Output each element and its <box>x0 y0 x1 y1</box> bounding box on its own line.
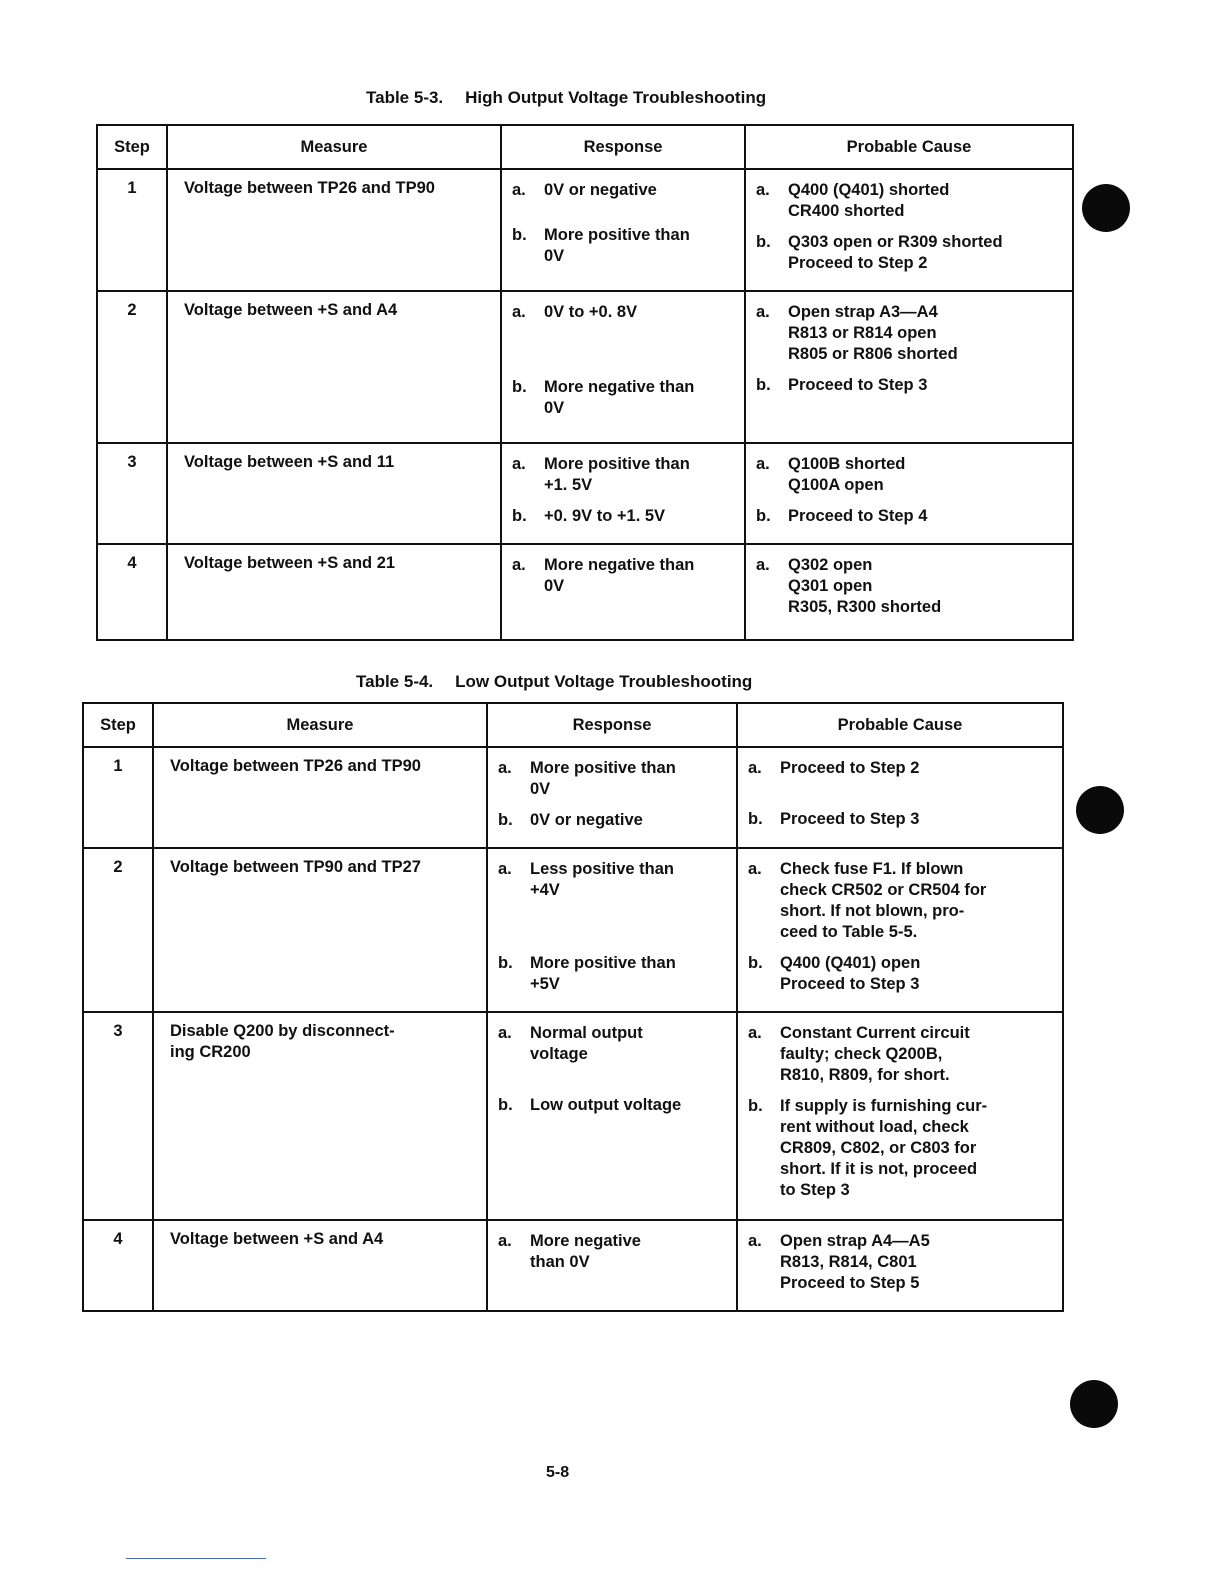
response-letter: a. <box>498 1024 512 1042</box>
cause-text: Q400 (Q401) open Proceed to Step 3 <box>780 954 921 993</box>
response-header: Response <box>501 125 745 169</box>
cause-text: Open strap A3—A4 R813 or R814 open R805 or R806 shorted <box>788 303 958 363</box>
response-letter: a. <box>512 303 526 321</box>
cause-cell <box>737 1220 1063 1311</box>
response-letter: a. <box>498 1232 512 1250</box>
table-label: Table 5-4. <box>356 672 434 691</box>
cause-text: Q400 (Q401) shorted CR400 shorted <box>788 181 950 220</box>
response-cell <box>487 1012 737 1220</box>
response-letter: b. <box>512 378 527 396</box>
table-header-row <box>97 125 1073 169</box>
low-output-voltage-table <box>82 702 1064 1312</box>
cause-letter: a. <box>756 303 770 321</box>
response-letter: b. <box>512 507 527 525</box>
response-letter: b. <box>498 811 513 829</box>
table-label: Table 5-3. <box>366 88 444 107</box>
response-letter: a. <box>498 759 512 777</box>
response-cell <box>487 1220 737 1311</box>
cause-text: Open strap A4—A5 R813, R814, C801 Proceed to Step 5 <box>780 1232 930 1292</box>
cause-letter: a. <box>756 181 770 199</box>
step-number: 4 <box>97 544 167 640</box>
table-row <box>97 443 1073 544</box>
table-row <box>83 1220 1063 1311</box>
cause-text: Q303 open or R309 shorted Proceed to Step 2 <box>788 233 1003 272</box>
response-text: More negative than 0V <box>544 378 695 417</box>
cause-letter: b. <box>748 810 763 828</box>
response-text: 0V or negative <box>544 181 657 199</box>
table-title: High Output Voltage Troubleshooting <box>465 88 767 107</box>
table-5-4-caption <box>356 672 752 692</box>
measure-cell: Voltage between +S and A4 <box>167 291 501 443</box>
cause-text: Q302 open Q301 open R305, R300 shorted <box>788 556 942 616</box>
measure-cell: Voltage between TP26 and TP90 <box>153 747 487 848</box>
step-number: 1 <box>83 747 153 848</box>
cause-cell <box>745 291 1073 443</box>
response-cell <box>501 443 745 544</box>
response-text: 0V to +0. 8V <box>544 303 638 321</box>
cause-cell <box>737 1012 1063 1220</box>
response-cell <box>501 169 745 291</box>
measure-text: Disable Q200 by disconnect- ing CR200 <box>170 1022 395 1061</box>
cause-letter: a. <box>756 556 770 574</box>
measure-header: Measure <box>153 703 487 747</box>
cause-text: Proceed to Step 4 <box>788 507 928 525</box>
measure-cell: Voltage between TP26 and TP90 <box>167 169 501 291</box>
cause-letter: b. <box>756 233 771 251</box>
cause-letter: b. <box>756 376 771 394</box>
step-number: 3 <box>97 443 167 544</box>
table-5-3-caption <box>366 88 766 108</box>
response-cell <box>501 544 745 640</box>
table-header-row <box>83 703 1063 747</box>
cause-text: Proceed to Step 3 <box>788 376 928 394</box>
response-letter: b. <box>498 954 513 972</box>
measure-cell: Voltage between +S and A4 <box>153 1220 487 1311</box>
response-text: More negative than 0V <box>530 1232 641 1271</box>
response-text: Low output voltage <box>530 1096 682 1114</box>
response-text: 0V or negative <box>530 811 643 829</box>
response-text: More negative than 0V <box>544 556 695 595</box>
punch-hole-mark <box>1070 1380 1118 1428</box>
footer-divider <box>126 1558 266 1559</box>
step-number: 2 <box>97 291 167 443</box>
high-output-voltage-table <box>96 124 1074 641</box>
punch-hole-mark <box>1082 184 1130 232</box>
response-cell <box>501 291 745 443</box>
response-letter: a. <box>498 860 512 878</box>
step-number: 4 <box>83 1220 153 1311</box>
measure-cell: Voltage between TP90 and TP27 <box>153 848 487 1012</box>
response-letter: b. <box>512 226 527 244</box>
step-header: Step <box>97 125 167 169</box>
cause-letter: b. <box>748 1097 763 1115</box>
probable-cause-header: Probable Cause <box>737 703 1063 747</box>
measure-cell <box>153 1012 487 1220</box>
table-title: Low Output Voltage Troubleshooting <box>455 672 753 691</box>
response-text: More positive than 0V <box>530 759 676 798</box>
cause-cell <box>745 169 1073 291</box>
cause-letter: a. <box>748 759 762 777</box>
table-row <box>97 291 1073 443</box>
response-letter: a. <box>512 455 526 473</box>
table-row <box>83 747 1063 848</box>
step-number: 1 <box>97 169 167 291</box>
response-cell <box>487 747 737 848</box>
cause-letter: b. <box>748 954 763 972</box>
response-text: Normal output voltage <box>530 1024 643 1063</box>
response-text: More positive than 0V <box>544 226 690 265</box>
response-text: More positive than +1. 5V <box>544 455 690 494</box>
table-row <box>83 1012 1063 1220</box>
response-letter: a. <box>512 181 526 199</box>
measure-header: Measure <box>167 125 501 169</box>
cause-cell <box>737 747 1063 848</box>
cause-text: Proceed to Step 2 <box>780 759 920 777</box>
cause-letter: a. <box>748 1024 762 1042</box>
punch-hole-mark <box>1076 786 1124 834</box>
cause-cell <box>745 544 1073 640</box>
step-number: 2 <box>83 848 153 1012</box>
cause-letter: a. <box>756 455 770 473</box>
table-row <box>97 544 1073 640</box>
step-number: 3 <box>83 1012 153 1220</box>
probable-cause-header: Probable Cause <box>745 125 1073 169</box>
cause-text: Q100B shorted Q100A open <box>788 455 906 494</box>
table-row <box>97 169 1073 291</box>
cause-letter: a. <box>748 860 762 878</box>
cause-text: If supply is furnishing cur- rent without load, check CR809, C802, or C803 for short. If it is not, proceed to Step 3 <box>780 1097 988 1199</box>
cause-text: Constant Current circuit faulty; check Q200B, R810, R809, for short. <box>780 1024 970 1084</box>
page-number: 5-8 <box>546 1464 570 1481</box>
cause-cell <box>737 848 1063 1012</box>
response-text: +0. 9V to +1. 5V <box>544 507 666 525</box>
cause-letter: b. <box>756 507 771 525</box>
response-text: Less positive than +4V <box>530 860 674 899</box>
response-header: Response <box>487 703 737 747</box>
cause-text: Proceed to Step 3 <box>780 810 920 828</box>
cause-text: Check fuse F1. If blown check CR502 or CR504 for short. If not blown, pro- ceed to Table 5-5. <box>780 860 987 941</box>
response-letter: b. <box>498 1096 513 1114</box>
response-letter: a. <box>512 556 526 574</box>
response-cell <box>487 848 737 1012</box>
cause-letter: a. <box>748 1232 762 1250</box>
measure-cell: Voltage between +S and 21 <box>167 544 501 640</box>
table-row <box>83 848 1063 1012</box>
measure-cell: Voltage between +S and 11 <box>167 443 501 544</box>
step-header: Step <box>83 703 153 747</box>
cause-cell <box>745 443 1073 544</box>
response-text: More positive than +5V <box>530 954 676 993</box>
